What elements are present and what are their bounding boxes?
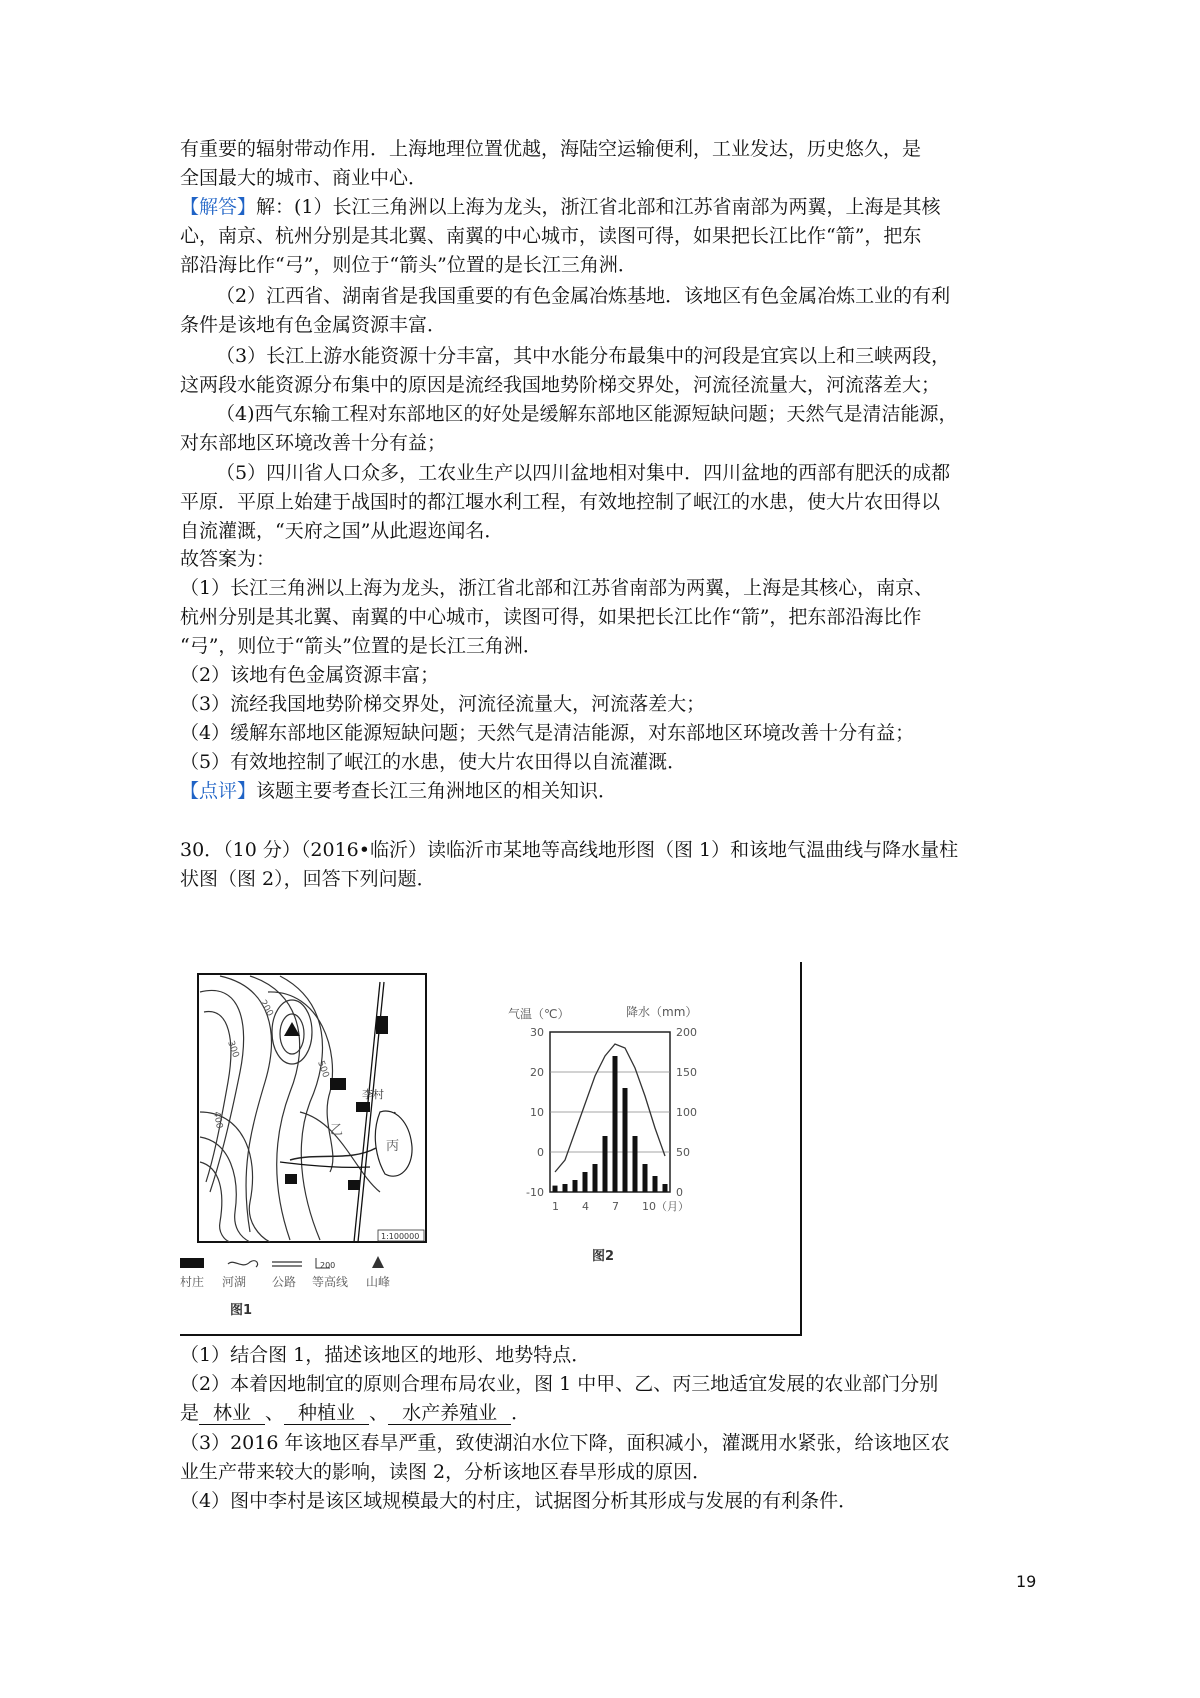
y-left-tick: 10 <box>530 1106 544 1119</box>
answer-line: 心，南京、杭州分别是其北翼、南翼的中心城市，读图可得，如果把长江比作“箭”，把东 <box>180 225 922 247</box>
precip-bar <box>563 1184 568 1192</box>
sub-question-3: （3）2016 年该地区春旱严重，致使湖泊水位下降，面积减小，灌溉用水紧张，给该地区农 <box>180 1432 950 1454</box>
summary-line: “弓”，则位于“箭头”位置的是长江三角洲． <box>180 635 542 657</box>
figure2-caption: 图2 <box>592 1249 615 1264</box>
area-label-yi: 乙 <box>330 1123 344 1138</box>
answer-line: 这两段水能资源分布集中的原因是流经我国地势阶梯交界处，河流径流量大，河流落差大； <box>180 374 941 396</box>
figure1-caption: 图1 <box>230 1303 253 1318</box>
answer-line: 平原．平原上始建于战国时的都江堰水利工程，有效地控制了岷江的水患，使大片农田得以 <box>180 491 941 513</box>
svg-text:200: 200 <box>320 1261 336 1270</box>
precip-bar <box>573 1180 578 1192</box>
legend-river-icon <box>228 1261 258 1267</box>
area-label-bing: 丙 <box>386 1139 400 1154</box>
contour-value: 200 <box>257 998 275 1019</box>
precip-bar <box>603 1136 608 1192</box>
answer-line: （4)西气东输工程对东部地区的好处是缓解东部地区能源短缺问题；天然气是清洁能源， <box>216 403 958 425</box>
precip-bar <box>633 1136 638 1192</box>
answer-line: 【解答】解：(1）长江三角洲以上海为龙头，浙江省北部和江苏省南部为两翼，上海是其核 <box>180 196 941 218</box>
map-scale: 1:100000 <box>381 1232 420 1241</box>
sub-question-2: （2）本着因地制宜的原则合理布局农业，图 1 中甲、乙、丙三地适宜发展的农业部门分别 <box>180 1373 939 1395</box>
answer-line: 部沿海比作“弓”，则位于“箭头”位置的是长江三角洲． <box>180 254 637 276</box>
summary-line: （2）该地有色金属资源丰富； <box>180 664 440 686</box>
y-left-tick: -10 <box>526 1186 544 1199</box>
x-tick: 10（月） <box>642 1200 689 1213</box>
y-right-tick: 0 <box>676 1186 683 1199</box>
summary-line: （3）流经我国地势阶梯交界处，河流径流量大，河流落差大； <box>180 693 706 715</box>
precip-bar <box>613 1056 618 1192</box>
y-right-label: 降水（mm） <box>626 1005 698 1019</box>
precip-bar <box>553 1186 558 1192</box>
contour-value: 300 <box>225 1039 241 1060</box>
precip-bar <box>653 1176 658 1192</box>
precip-bar <box>593 1164 598 1192</box>
legend-peak-icon <box>372 1256 384 1268</box>
answer-line: （3）长江上游水能资源十分丰富，其中水能分布最集中的河段是宜宾以上和三峡两段， <box>216 345 951 367</box>
sub-question-1: （1）结合图 1，描述该地区的地形、地势特点． <box>180 1344 591 1366</box>
legend-label: 公路 <box>272 1275 297 1289</box>
answer-line: 对东部地区环境改善十分有益； <box>180 432 447 454</box>
comment-line: 【点评】该题主要考查长江三角洲地区的相关知识． <box>180 780 618 802</box>
climate-chart <box>500 992 760 1282</box>
contour-value: 400 <box>211 1110 224 1130</box>
precip-bar <box>583 1172 588 1192</box>
x-tick: 7 <box>612 1200 619 1213</box>
legend-label: 村庄 <box>180 1275 205 1289</box>
place-label: 李村 <box>362 1088 384 1101</box>
summary-line: （5）有效地控制了岷江的水患，使大片农田得以自流灌溉． <box>180 751 687 773</box>
summary-title: 故答案为： <box>180 548 276 570</box>
y-left-tick: 20 <box>530 1066 544 1079</box>
y-right-tick: 150 <box>676 1066 697 1079</box>
y-right-tick: 100 <box>676 1106 697 1119</box>
answer-blank-2: 种植业 <box>284 1402 369 1425</box>
precip-bar <box>663 1184 668 1192</box>
answer-tag: 【解答】 <box>180 196 257 218</box>
summary-line: 杭州分别是其北翼、南翼的中心城市，读图可得，如果把长江比作“箭”，把东部沿海比作 <box>180 606 922 628</box>
y-left-tick: 30 <box>530 1026 544 1039</box>
legend-road-icon <box>272 1262 302 1266</box>
legend-label: 等高线 <box>312 1275 349 1289</box>
answer-line: 条件是该地有色金属资源丰富． <box>180 314 447 336</box>
figure-box <box>180 962 802 1336</box>
question-title: 状图（图 2），回答下列问题． <box>180 868 436 890</box>
answer-line: 自流灌溉，“天府之国”从此遐迩闻名． <box>180 520 504 542</box>
contour-map <box>180 962 540 1334</box>
precip-bar <box>623 1088 628 1192</box>
comment-tag: 【点评】 <box>180 780 257 802</box>
map-legend <box>180 1256 390 1289</box>
answer-line: （5）四川省人口众多，工农业生产以四川盆地相对集中．四川盆地的西部有肥沃的成都 <box>216 462 951 484</box>
x-tick: 1 <box>552 1200 559 1213</box>
legend-village-icon <box>180 1258 204 1268</box>
legend-label: 河湖 <box>222 1275 247 1289</box>
page-number: 19 <box>1016 1572 1037 1591</box>
answer-line: （2）江西省、湖南省是我国重要的有色金属冶炼基地．该地区有色金属冶炼工业的有利 <box>216 285 951 307</box>
y-right-tick: 200 <box>676 1026 697 1039</box>
y-right-tick: 50 <box>676 1146 690 1159</box>
x-tick: 4 <box>582 1200 589 1213</box>
precip-bar <box>643 1164 648 1192</box>
chart-plot <box>526 1026 697 1213</box>
analysis-line: 全国最大的城市、商业中心． <box>180 167 428 189</box>
summary-line: （1）长江三角洲以上海为龙头，浙江省北部和江苏省南部为两翼，上海是其核心，南京、 <box>180 577 934 599</box>
y-left-tick: 0 <box>537 1146 544 1159</box>
answer-blank-1: 林业 <box>199 1402 265 1425</box>
sub-question-4: （4）图中李村是该区域规模最大的村庄，试据图分析其形成与发展的有利条件． <box>180 1490 858 1512</box>
sub-question-2-answers: 是 林业 、 种植业 、 水产养殖业 ． <box>180 1402 531 1424</box>
summary-line: （4）缓解东部地区能源短缺问题；天然气是清洁能源，对东部地区环境改善十分有益； <box>180 722 915 744</box>
y-left-label: 气温（℃） <box>508 1007 570 1021</box>
legend-label: 山峰 <box>366 1275 391 1289</box>
sub-question-3: 业生产带来较大的影响，读图 2，分析该地区春旱形成的原因． <box>180 1461 712 1483</box>
analysis-line: 有重要的辐射带动作用．上海地理位置优越，海陆空运输便利，工业发达，历史悠久，是 <box>180 138 922 160</box>
answer-blank-3: 水产养殖业 <box>388 1402 511 1425</box>
contour-value: 500 <box>315 1059 331 1080</box>
question-title: 30．（10 分）（2016•临沂）读临沂市某地等高线地形图（图 1）和该地气温曲线与降水量柱 <box>180 839 959 861</box>
